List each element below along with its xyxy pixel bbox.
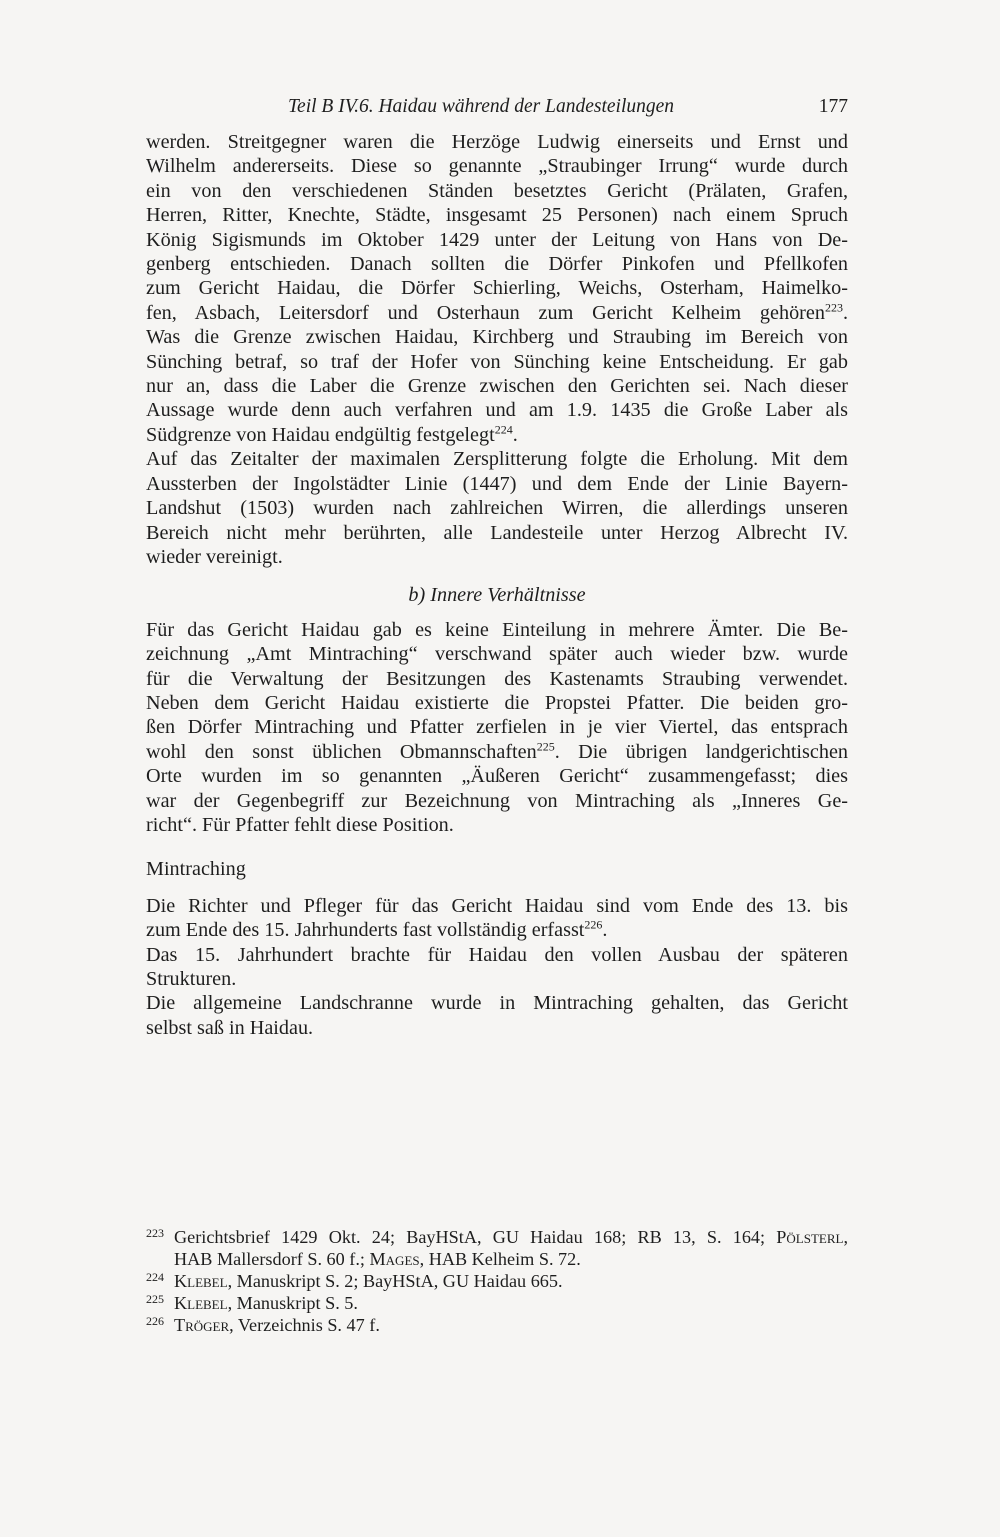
text-line: Was die Grenze zwischen Haidau, Kirchberg und Straubing im Bereich von xyxy=(146,326,848,349)
author-name: Tröger xyxy=(174,1315,230,1335)
text-line: ßen Dörfer Mintraching und Pfatter zerfielen in je vier Viertel, das entsprach xyxy=(146,716,848,739)
text-line: nur an, dass die Laber die Grenze zwischen den Gerichten sei. Nach dieser xyxy=(146,375,848,398)
text-segment: zum Ende des 15. Jahrhunderts fast vollständig erfasst xyxy=(146,919,585,942)
footnote-number: 225 xyxy=(146,1292,164,1306)
paragraph-2 xyxy=(146,447,848,569)
footnote-line xyxy=(174,1226,848,1248)
running-head xyxy=(146,96,848,130)
text-segment: , Verzeichnis S. 47 f. xyxy=(229,1315,380,1335)
text-segment: , xyxy=(843,1227,848,1247)
text-line: zum Gericht Haidau, die Dörfer Schierling, Weichs, Osterham, Haimelko- xyxy=(146,277,848,300)
text-line: Aussterben der Ingolstädter Linie (1447) und dem Ende der Linie Bayern- xyxy=(146,472,848,495)
text-line xyxy=(146,301,848,325)
footnote-ref-223[interactable]: 223 xyxy=(824,300,843,315)
text-line: Die Richter und Pfleger für das Gericht Haidau sind vom Ende des 13. bis xyxy=(146,894,848,917)
footnote-ref-224[interactable]: 224 xyxy=(494,422,513,437)
running-title: Teil B IV.6. Haidau während der Landesteilungen xyxy=(288,96,675,117)
footnote-226 xyxy=(146,1314,848,1336)
footnote-ref-226[interactable]: 226 xyxy=(584,917,603,932)
text-segment: Gerichtsbrief 1429 Okt. 24; BayHStA, GU Haidau 168; RB 13, S. 164; xyxy=(174,1227,777,1247)
text-line: Herren, Ritter, Knechte, Städte, insgesamt 25 Personen) nach einem Spruch xyxy=(146,204,848,227)
text-line: Für das Gericht Haidau gab es keine Einteilung in mehrere Ämter. Die Be- xyxy=(146,618,848,641)
footnote-224 xyxy=(146,1270,848,1292)
text-segment: Südgrenze von Haidau endgültig festgelegt xyxy=(146,423,495,446)
text-segment: . Die übrigen landgerichtischen xyxy=(554,740,848,763)
text-line: Strukturen. xyxy=(146,968,237,990)
author-name: Pölsterl xyxy=(776,1227,844,1247)
text-line: Wilhelm andererseits. Diese so genannte „Straubinger Irrung“ wurde durch xyxy=(146,155,848,178)
text-line: Orte wurden im so genannten „Äußeren Gericht“ zusammengefasst; dies xyxy=(146,765,848,788)
text-segment: , Manuskript S. 2; BayHStA, GU Haidau 665. xyxy=(227,1271,563,1291)
text-line: Die allgemeine Landschranne wurde in Mintraching gehalten, das Gericht xyxy=(146,992,848,1015)
paragraph-6 xyxy=(146,991,848,1040)
text-line: Das 15. Jahrhundert brachte für Haidau den vollen Ausbau der späteren xyxy=(146,943,848,966)
text-line xyxy=(146,918,848,942)
footnote-number: 226 xyxy=(146,1314,164,1328)
author-name: Klebel xyxy=(174,1293,228,1313)
text-segment: fen, Asbach, Leitersdorf und Osterhaun zum Gericht Kelheim gehören xyxy=(146,301,825,324)
text-line: selbst saß in Haidau. xyxy=(146,1016,314,1039)
footnote-number: 223 xyxy=(146,1226,164,1240)
text-line: zeichnung „Amt Mintraching“ verschwand später auch wieder bzw. wurde xyxy=(146,643,848,666)
text-segment: , HAB Kelheim S. 72. xyxy=(419,1249,581,1269)
text-line: ein von den verschiedenen Ständen besetztes Gericht (Prälaten, Grafen, xyxy=(146,179,848,202)
text-line: Landshut (1503) wurden nach zahlreichen Wirren, die allerdings unseren xyxy=(146,497,848,520)
page-number: 177 xyxy=(818,96,848,117)
author-name: Mages xyxy=(369,1249,420,1269)
page xyxy=(146,96,848,1040)
text-segment: . xyxy=(512,423,518,446)
author-name: Klebel xyxy=(174,1271,228,1291)
paragraph-1 xyxy=(146,130,848,447)
text-segment: wohl den sonst üblichen Obmannschaften xyxy=(146,740,537,763)
text-line: genberg entschieden. Danach sollten die Dörfer Pinkofen und Pfellkofen xyxy=(146,253,848,276)
text-line xyxy=(146,740,848,764)
text-segment: , Manuskript S. 5. xyxy=(227,1293,358,1313)
paragraph-3 xyxy=(146,618,848,838)
text-segment: HAB Mallersdorf S. 60 f.; xyxy=(174,1249,370,1269)
footnote-line xyxy=(174,1249,581,1269)
footnote-ref-225[interactable]: 225 xyxy=(536,739,555,754)
text-segment: . xyxy=(842,301,848,324)
text-segment: . xyxy=(602,919,608,942)
text-line: werden. Streitgegner waren die Herzöge Ludwig einerseits und Ernst und xyxy=(146,131,848,153)
text-line: wieder vereinigt. xyxy=(146,545,283,568)
text-line: Neben dem Gericht Haidau existierte die Propstei Pfatter. Die beiden gro- xyxy=(146,691,848,714)
text-line xyxy=(146,423,848,447)
footnotes xyxy=(146,1226,848,1336)
text-line: Auf das Zeitalter der maximalen Zersplitterung folgte die Erholung. Mit dem xyxy=(146,448,848,471)
section-heading: b) Innere Verhältnisse xyxy=(408,584,586,607)
text-line: für die Verwaltung der Besitzungen des Kastenamts Straubing verwendet. xyxy=(146,667,848,690)
paragraph-4 xyxy=(146,894,848,943)
footnote-number: 224 xyxy=(146,1270,164,1284)
text-line: richt“. Für Pfatter fehlt diese Position. xyxy=(146,813,454,836)
body-text xyxy=(146,130,848,1040)
paragraph-5 xyxy=(146,943,848,992)
footnote-223 xyxy=(146,1226,848,1270)
text-line: König Sigismunds im Oktober 1429 unter der Leitung von Hans von De- xyxy=(146,228,848,251)
text-line: war der Gegenbegriff zur Bezeichnung von Mintraching als „Inneres Ge- xyxy=(146,789,848,812)
text-line: Bereich nicht mehr berührten, alle Landesteile unter Herzog Albrecht IV. xyxy=(146,521,848,544)
text-line: Aussage wurde denn auch verfahren und am 1.9. 1435 die Große Laber als xyxy=(146,399,848,422)
subheading-mintraching: Mintraching xyxy=(146,858,246,881)
text-line: Sünching betraf, so traf der Hofer von Sünching keine Entscheidung. Er gab xyxy=(146,350,848,373)
footnote-225 xyxy=(146,1292,848,1314)
